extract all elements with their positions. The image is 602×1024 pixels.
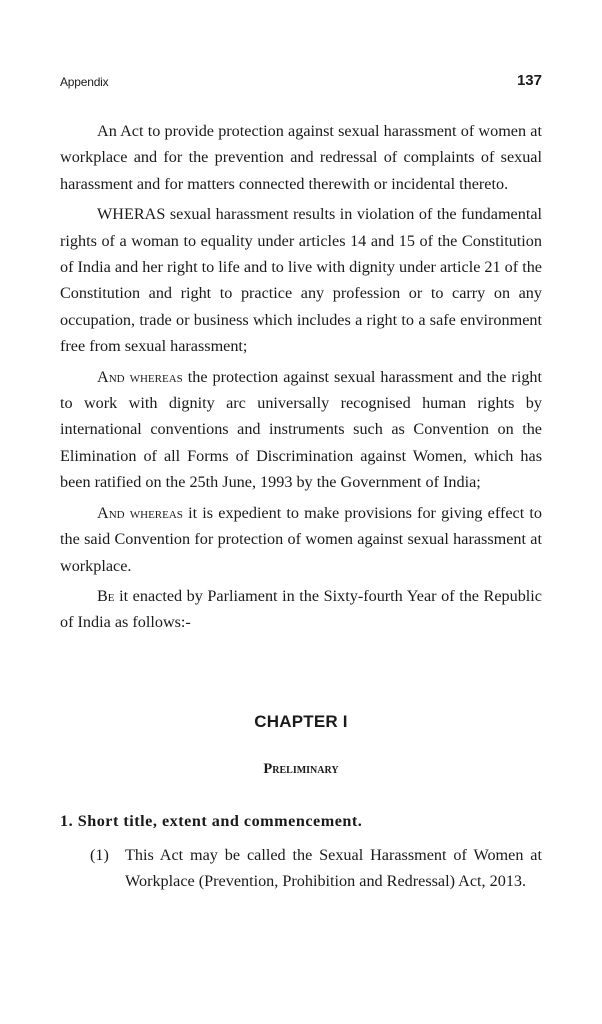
- clause-text: This Act may be called the Sexual Harassment of Women at Workplace (Prevention, Prohibition and Redressal) Act, 2013.: [125, 846, 542, 891]
- paragraph-lead: And whereas: [97, 503, 183, 522]
- chapter-title: CHAPTER I: [254, 712, 348, 731]
- preamble: [60, 118, 542, 640]
- section-heading: 1. Short title, extent and commencement.: [60, 812, 363, 830]
- paragraph-text: the protection against sexual harassment and the right to work with dignity arc universally recognised human rights by international conventions and instruments such as Convention on the Elimination of all Forms of Discrimination against Women, which has been ratified on the 25th June, 1993 by the Government of India;: [60, 367, 542, 492]
- paragraph-lead: And whereas: [97, 367, 183, 386]
- paragraph-enactment: [60, 583, 542, 636]
- paragraph-text: An Act to provide protection against sexual harassment of women at workplace and for the prevention and redressal of complaints of sexual harassment and for matters connected therewith or incidental thereto.: [60, 122, 542, 193]
- paragraph-long-title: [60, 118, 542, 197]
- paragraph-text: it is expedient to make provisions for giving effect to the said Convention for protection of women against sexual harassment at workplace.: [60, 503, 542, 575]
- paragraph-text: WHERAS sexual harassment results in violation of the fundamental rights of a woman to equality under articles 14 and 15 of the Constitution of India and her right to life and to live with dignity under article 21 of the Constitution and right to practice any profession or to carry on any occupation, trade or business which includes a right to a safe environment free from sexual harassment;: [60, 205, 542, 356]
- chapter-subtitle: Preliminary: [263, 761, 339, 777]
- paragraph-whereas-3: [60, 500, 542, 579]
- paragraph-text: it enacted by Parliament in the Sixty-fourth Year of the Republic of India as follows:-: [60, 586, 542, 632]
- running-head: Appendix: [60, 75, 109, 89]
- page-header: [60, 72, 542, 94]
- paragraph-lead: Be: [97, 586, 115, 605]
- paragraph-whereas-2: [60, 364, 542, 496]
- paragraph-whereas-1: [60, 201, 542, 359]
- clause-item: [90, 842, 542, 895]
- clause-number: (1): [90, 846, 109, 864]
- page-number: 137: [516, 72, 542, 89]
